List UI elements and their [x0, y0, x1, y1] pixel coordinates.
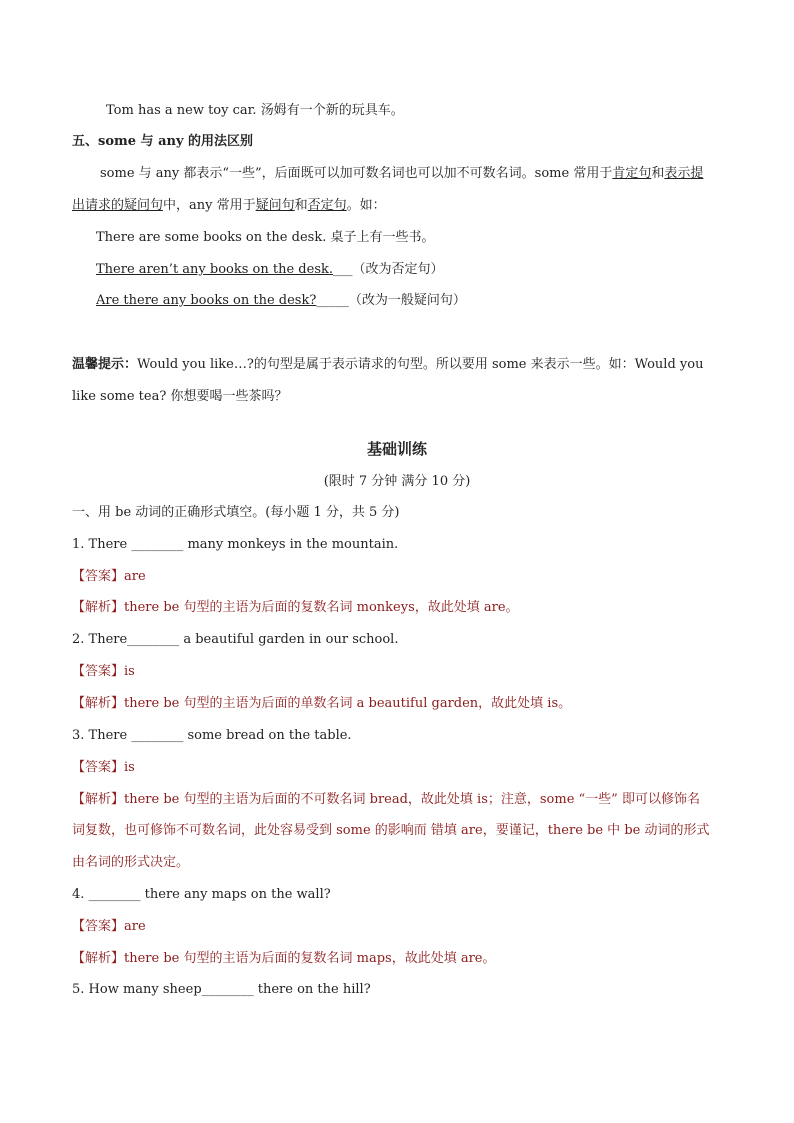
para-text: some 与 any 都表示“一些”，后面既可以加可数名词也可以加不可数名词。some 常用于 — [100, 166, 613, 181]
answer-label: 【答案】 — [72, 760, 125, 775]
example-sentence-2 — [96, 261, 746, 279]
practice-subtitle: (限时 7 分钟 满分 10 分) — [323, 474, 471, 489]
section-paragraph-line2 — [72, 197, 722, 215]
practice-title: 基础训练 — [366, 440, 427, 458]
answer-value: is — [124, 760, 135, 775]
para-text: 中，any 常用于 — [163, 198, 256, 213]
question-3: 3. There ________ some bread on the table. — [72, 728, 352, 743]
question-2: 2. There________ a beautiful garden in our school. — [72, 632, 399, 647]
example-underlined: Are there any books on the desk? — [96, 293, 317, 308]
analysis-text: there be 句型的主语为后面的复数名词 monkeys，故此处填 are。 — [124, 600, 519, 615]
underlined-term: 表示提 — [664, 166, 704, 181]
answer-label: 【答案】 — [72, 569, 125, 584]
para-text: 和 — [651, 166, 665, 181]
answer-label: 【答案】 — [72, 664, 125, 679]
example-note: （改为一般疑问句） — [348, 293, 466, 308]
analysis-text: there be 句型的主语为后面的不可数名词 bread，故此处填 is；注意，some “一些” 即可以修饰名 — [124, 792, 700, 807]
answer-value: are — [124, 569, 146, 584]
underlined-term: 肯定句 — [612, 166, 652, 181]
underlined-term: 疑问句 — [255, 198, 295, 213]
blank: _____ — [316, 293, 349, 308]
analysis-text: there be 句型的主语为后面的单数名词 a beautiful garden，故此处填 is。 — [124, 696, 572, 711]
analysis-label: 【解析】 — [72, 600, 125, 615]
question-5: 5. How many sheep________ there on the hill? — [72, 982, 371, 997]
tip-label: 温馨提示： — [72, 357, 138, 372]
answer-1 — [72, 568, 722, 586]
analysis-4 — [72, 950, 722, 968]
question-1: 1. There ________ many monkeys in the mountain. — [72, 537, 399, 552]
underlined-term: 否定句 — [307, 198, 347, 213]
answer-value: is — [124, 664, 135, 679]
answer-value: are — [124, 919, 146, 934]
section-heading: 五、some 与 any 的用法区别 — [72, 134, 254, 149]
answer-3 — [72, 759, 722, 777]
analysis-3-line1 — [72, 791, 722, 809]
tip-text: Would you like…?的句型是属于表示请求的句型。所以要用 some 来表示一些。如：Would you — [137, 357, 704, 372]
analysis-label: 【解析】 — [72, 792, 125, 807]
example-tom: Tom has a new toy car. 汤姆有一个新的玩具车。 — [106, 103, 404, 118]
analysis-label: 【解析】 — [72, 951, 125, 966]
para-text: 和 — [294, 198, 308, 213]
para-text: 。如： — [346, 198, 386, 213]
underlined-term: 出请求的疑问句 — [72, 198, 164, 213]
blank: ___ — [333, 262, 353, 277]
analysis-2 — [72, 695, 722, 713]
question-4: 4. ________ there any maps on the wall? — [72, 887, 331, 902]
example-sentence-3 — [96, 292, 746, 310]
answer-label: 【答案】 — [72, 919, 125, 934]
example-note: （改为否定句） — [352, 262, 444, 277]
example-sentence-1: There are some books on the desk. 桌子上有一些书。 — [96, 230, 435, 245]
tip-line2: like some tea? 你想要喝一些茶吗？ — [72, 389, 288, 404]
analysis-3-line3: 由名词的形式决定。 — [72, 855, 190, 870]
tip-line1 — [72, 356, 722, 374]
example-underlined: There aren’t any books on the desk. — [96, 262, 334, 277]
answer-4 — [72, 918, 722, 936]
section-paragraph-line1 — [100, 165, 722, 183]
analysis-1 — [72, 599, 722, 617]
analysis-label: 【解析】 — [72, 696, 125, 711]
answer-2 — [72, 663, 722, 681]
analysis-3-line2: 词复数，也可修饰不可数名词，此处容易受到 some 的影响而 错填 are，要谨记，there be 中 be 动词的形式 — [72, 823, 710, 838]
part-heading: 一、用 be 动词的正确形式填空。(每小题 1 分，共 5 分) — [72, 505, 400, 520]
analysis-text: there be 句型的主语为后面的复数名词 maps，故此处填 are。 — [124, 951, 496, 966]
